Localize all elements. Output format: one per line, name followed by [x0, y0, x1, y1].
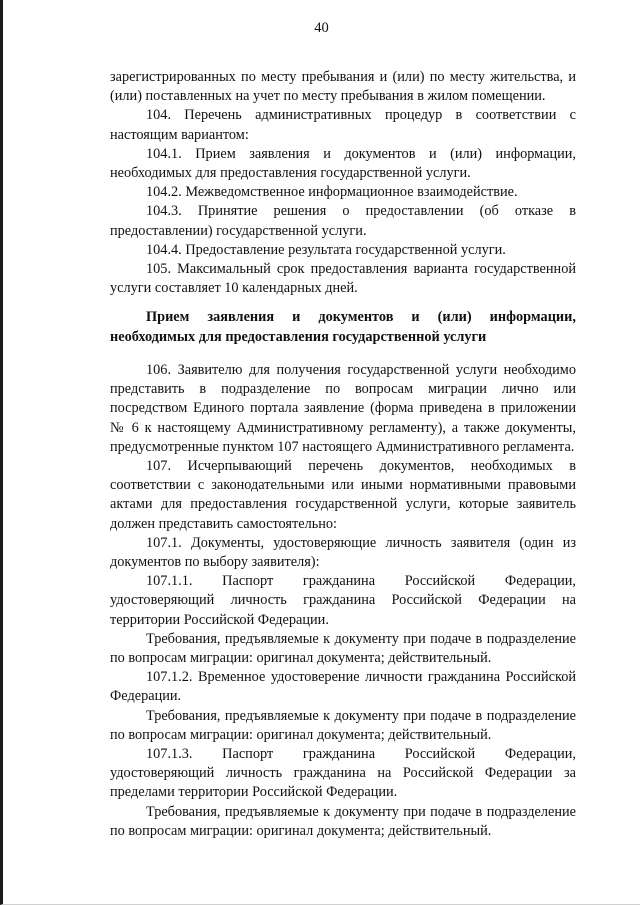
- paragraph-107: 107. Исчерпывающий перечень документов, необходимых в соответствии с законодательными или иными нормативными правовыми актами для предоставления государственной услуги, которые заявитель должен представить самостоятельно:: [110, 458, 576, 532]
- paragraph-107-1-2: 107.1.2. Временное удостоверение личности гражданина Российской Федерации.: [110, 669, 576, 705]
- section-heading-block: [110, 308, 576, 347]
- paragraph-104: 104. Перечень административных процедур в соответствии с настоящим вариантом:: [110, 107, 576, 143]
- paragraph-107-1: 107.1. Документы, удостоверяющие личность заявителя (один из документов по выбору заявителя):: [110, 534, 576, 571]
- paragraph-106: 106. Заявителю для получения государственной услуги необходимо представить в подразделение по вопросам миграции лично или посредством Единого портала заявление (форма приведена в приложении № 6 к настоящему Административному регламенту), а также документы, предусмотренные пунктом 107 настоящего Административного регламента.: [110, 362, 576, 455]
- paragraph-104-2: 104.2. Межведомственное информационное взаимодействие.: [146, 184, 518, 201]
- intro-section: [110, 68, 576, 298]
- requirements-paragraph: Требования, предъявляемые к документу при подаче в подразделение по вопросам миграции: оригинал документа; действительный.: [110, 707, 576, 743]
- body-section: [110, 361, 576, 841]
- requirements-paragraph: Требования, предъявляемые к документу при подаче в подразделение по вопросам миграции: оригинал документа; действительный.: [110, 630, 576, 667]
- paragraph-107-1-3: 107.1.3. Паспорт гражданина Российской Федерации, удостоверяющий личность гражданина на Российской Федерации за пределами территории Российской Федерации.: [110, 746, 576, 801]
- paragraph-104-4: 104.4. Предоставление результата государственной услуги.: [146, 241, 506, 258]
- section-heading: Прием заявления и документов и (или) информации, необходимых для предоставления государственной услуги: [110, 309, 576, 345]
- requirements-paragraph: Требования, предъявляемые к документу при подаче в подразделение по вопросам миграции: оригинал документа; действительный.: [110, 803, 576, 839]
- page-number: 40: [314, 20, 329, 36]
- paragraph-105: 105. Максимальный срок предоставления варианта государственной услуги составляет 10 календарных дней.: [110, 261, 576, 297]
- paragraph-104-1: 104.1. Прием заявления и документов и (или) информации, необходимых для предоставления государственной услуги.: [110, 145, 576, 182]
- paragraph-107-1-1: 107.1.1. Паспорт гражданина Российской Федерации, удостоверяющий личность гражданина Российской Федерации на территории Российской Федерации.: [110, 573, 576, 628]
- paragraph-104-3: 104.3. Принятие решения о предоставлении (об отказе в предоставлении) государственной услуги.: [110, 203, 576, 239]
- paragraph-continuation: зарегистрированных по месту пребывания и (или) по месту жительства, и (или) поставленных на учет по месту пребывания в жилом помещении.: [110, 69, 576, 105]
